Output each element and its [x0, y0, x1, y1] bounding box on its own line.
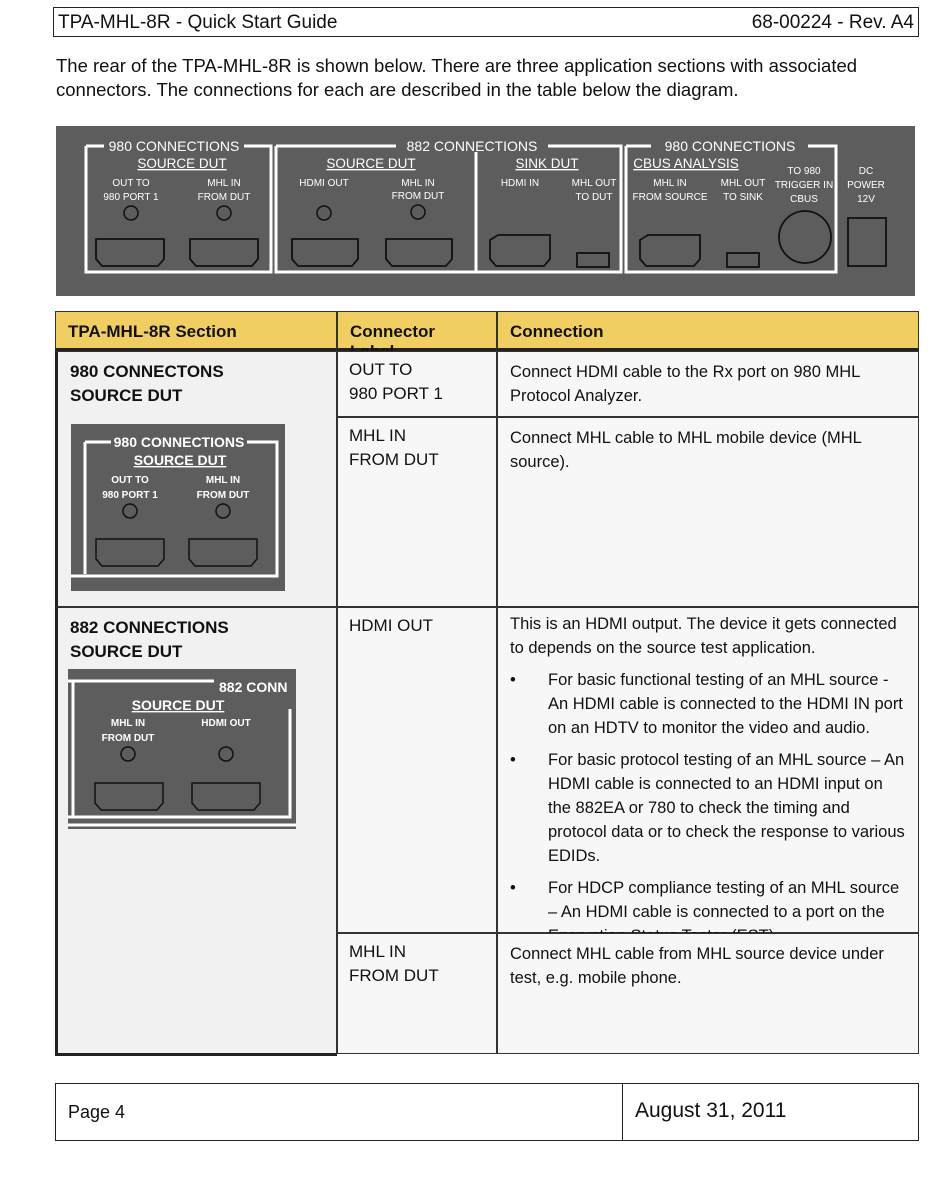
connection-cell	[497, 351, 919, 417]
hdmi-port	[386, 239, 452, 266]
thumb-label: MHL IN	[110, 718, 146, 729]
connection-cell	[497, 417, 919, 607]
thumb-label: 980 PORT 1	[102, 490, 158, 501]
connection-text: This is an HDMI output. The device it gets connected to depends on the source test application.	[510, 615, 897, 657]
panel-group-980-left: 980 CONNECTIONS	[108, 138, 240, 154]
section-882-thumbnail	[68, 669, 296, 829]
thumb-label: FROM DUT	[196, 490, 250, 501]
section-cell-882	[55, 607, 337, 1056]
panel-label: MHL OUT	[571, 178, 617, 189]
panel-label: TO 980	[787, 166, 821, 177]
connector-label-cell	[337, 933, 497, 1054]
hdmi-port	[292, 239, 358, 266]
thumb-sub-title: SOURCE DUT	[131, 697, 225, 713]
panel-label: TO DUT	[575, 192, 613, 203]
connector-label-cell	[337, 607, 497, 933]
section-title-line1: 980 CONNECTONS	[70, 362, 224, 381]
connector-label-line: OUT TO	[349, 360, 413, 379]
connector-label-line: HDMI OUT	[349, 616, 434, 635]
connections-table	[55, 311, 919, 1056]
connector-label-cell	[337, 351, 497, 417]
mhl-port	[577, 253, 609, 267]
panel-label: FROM DUT	[197, 192, 251, 203]
connection-bullet-list	[510, 668, 906, 948]
panel-label: MHL IN	[401, 178, 435, 189]
panel-group-980-right: 980 CONNECTIONS	[664, 138, 796, 154]
connector-label-line: FROM DUT	[349, 966, 439, 985]
panel-sub-source-dut-882: SOURCE DUT	[326, 156, 416, 171]
section-title-line1: 882 CONNECTIONS	[70, 618, 229, 637]
connector-label-line: FROM DUT	[349, 450, 439, 469]
hdmi-port	[96, 239, 164, 266]
list-item: • For HDCP compliance testing of an MHL source – An HDMI cable is connected to a port on the	[510, 876, 906, 948]
rear-panel-diagram	[56, 126, 915, 296]
led-indicator	[317, 206, 331, 220]
section-title-line2: SOURCE DUT	[70, 386, 183, 405]
thumb-label: OUT TO	[111, 475, 149, 486]
mhl-port	[727, 253, 759, 267]
hdmi-port	[190, 239, 258, 266]
led-indicator	[124, 206, 138, 220]
panel-label: POWER	[847, 180, 885, 191]
thumb-group-title: 882 CONN	[219, 679, 288, 695]
header-title: TPA-MHL-8R - Quick Start Guide	[58, 12, 338, 33]
thumb-label: MHL IN	[205, 475, 241, 486]
panel-label: HDMI IN	[500, 178, 540, 189]
connector-label-line: 980 PORT 1	[349, 384, 443, 403]
connection-cell	[497, 933, 919, 1054]
panel-label: MHL OUT	[720, 178, 766, 189]
connector-label-line: MHL IN	[349, 942, 406, 961]
footer-divider	[622, 1084, 623, 1140]
panel-group-882: 882 CONNECTIONS	[406, 138, 538, 154]
panel-label: TRIGGER IN	[774, 180, 834, 191]
panel-label: TO SINK	[723, 192, 763, 203]
section-980-thumbnail	[71, 424, 285, 591]
dc-power-jack	[848, 218, 886, 266]
page-number: Page 4	[68, 1102, 126, 1122]
led-indicator	[411, 205, 425, 219]
page-header	[53, 7, 919, 37]
section-title-line2: SOURCE DUT	[70, 642, 183, 661]
connector-label-line: MHL IN	[349, 426, 406, 445]
panel-label: DC	[858, 166, 874, 177]
panel-sub-sink-dut: SINK DUT	[515, 156, 579, 171]
page-footer	[55, 1083, 919, 1141]
section-cell-980	[55, 351, 337, 607]
panel-label: HDMI OUT	[299, 178, 349, 189]
panel-label: FROM SOURCE	[632, 192, 708, 203]
led-indicator	[217, 206, 231, 220]
intro-paragraph: The rear of the TPA-MHL-8R is shown below. There are three application sections with associated connectors. The connections for each are described in the table below the diagram.	[56, 55, 858, 100]
panel-sub-cbus-analysis: CBUS ANALYSIS	[633, 156, 739, 171]
panel-label: MHL IN	[207, 178, 241, 189]
list-item: • For basic protocol testing of an MHL source – An HDMI cable is connected to an HDMI input on the 882EA or 780 to check the timing and protocol data or to check the response to various EDIDs.	[510, 748, 906, 868]
column-header-section: TPA-MHL-8R Section	[55, 311, 337, 351]
thumb-group-title: 980 CONNECTIONS	[113, 434, 245, 450]
connection-text: Connect MHL cable from MHL source device under test, e.g. mobile phone.	[510, 945, 884, 987]
header-doc-number: 68-00224 - Rev. A4	[751, 12, 914, 33]
connection-text: Connect HDMI cable to the Rx port on 980 MHL Protocol Analyzer.	[510, 363, 860, 405]
panel-label: 980 PORT 1	[103, 192, 159, 203]
column-header-connection: Connection	[497, 311, 919, 351]
connection-cell	[497, 607, 919, 933]
column-header-connector-label: Connector	[337, 311, 497, 351]
hdmi-port	[490, 235, 550, 266]
panel-label: OUT TO	[112, 178, 150, 189]
connection-text: Connect MHL cable to MHL mobile device (MHL source).	[510, 429, 862, 471]
connector-label-cell	[337, 417, 497, 607]
panel-sub-source-dut-980: SOURCE DUT	[137, 156, 227, 171]
thumb-label: HDMI OUT	[201, 718, 251, 729]
list-item: • For basic functional testing of an MHL source - An HDMI cable is connected to the HDMI IN port on an HDTV to monitor the video and audio.	[510, 668, 906, 740]
cbus-connector	[779, 211, 831, 263]
panel-label: CBUS	[790, 194, 818, 205]
panel-label: MHL IN	[653, 178, 687, 189]
thumb-label: FROM DUT	[101, 733, 155, 744]
panel-label: FROM DUT	[391, 191, 445, 202]
footer-date: August 31, 2011	[635, 1099, 787, 1122]
thumb-sub-title: SOURCE DUT	[133, 452, 227, 468]
panel-label: 12V	[857, 194, 875, 205]
hdmi-port	[640, 235, 700, 266]
